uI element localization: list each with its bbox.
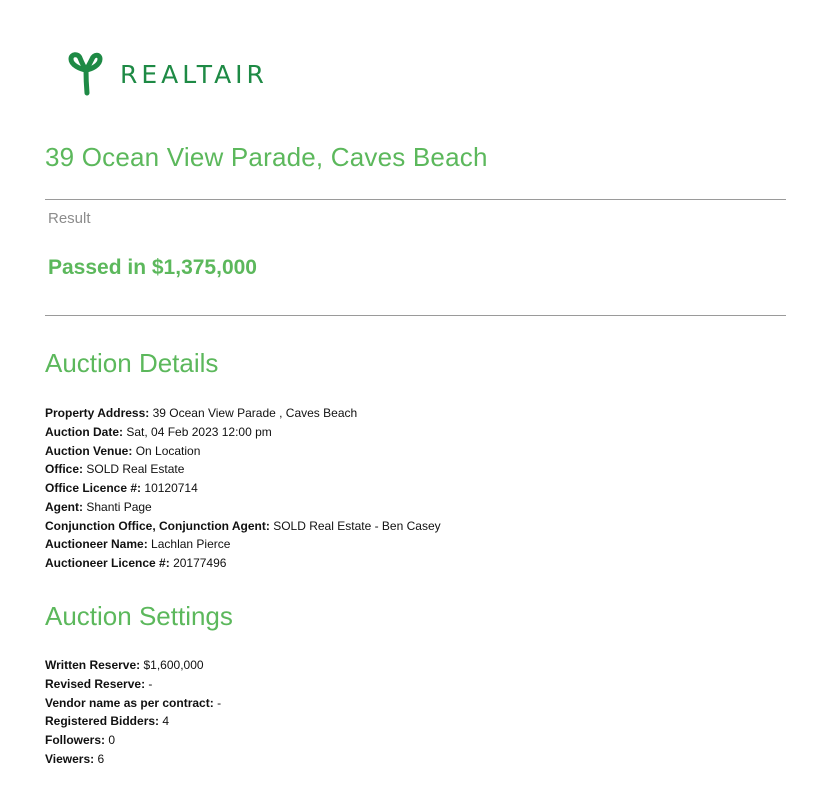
setting-value: - <box>148 676 153 691</box>
setting-row-vendor-name <box>45 694 221 713</box>
setting-label: Revised Reserve: <box>45 676 146 691</box>
property-title: 39 Ocean View Parade, Caves Beach <box>45 142 488 172</box>
setting-value: $1,600,000 <box>143 658 204 672</box>
divider-bottom <box>45 315 786 316</box>
setting-row-followers <box>45 731 221 750</box>
setting-value: 4 <box>162 714 170 729</box>
detail-label: Auctioneer Licence #: <box>45 556 170 570</box>
detail-row-auction-date <box>45 423 441 442</box>
detail-value: Lachlan Pierce <box>151 537 231 552</box>
realtair-sprout-icon <box>66 50 106 96</box>
detail-value: SOLD Real Estate <box>86 462 185 477</box>
detail-value: SOLD Real Estate - Ben Casey <box>273 518 441 533</box>
detail-row-office <box>45 460 441 479</box>
setting-value: 6 <box>97 751 105 766</box>
detail-row-office-licence <box>45 479 441 498</box>
detail-value: On Location <box>135 443 201 458</box>
setting-value: 0 <box>108 733 116 747</box>
setting-value: - <box>217 695 222 710</box>
detail-row-property-address <box>45 404 441 423</box>
detail-label: Agent: <box>45 499 83 514</box>
detail-label: Conjunction Office, Conjunction Agent: <box>45 518 270 533</box>
detail-label: Office Licence #: <box>45 481 142 495</box>
detail-row-auction-venue <box>45 442 441 461</box>
setting-label: Vendor name as per contract: <box>45 695 214 710</box>
result-label: Result <box>48 210 91 227</box>
setting-row-registered-bidders <box>45 712 221 731</box>
detail-row-auctioneer-name <box>45 535 441 554</box>
setting-label: Viewers: <box>45 751 95 766</box>
detail-label: Office: <box>45 462 84 477</box>
setting-label: Registered Bidders: <box>45 714 160 729</box>
detail-value: 39 Ocean View Parade , Caves Beach <box>152 406 358 420</box>
auction-details-list <box>45 404 441 573</box>
detail-row-auctioneer-licence <box>45 554 441 573</box>
detail-row-agent <box>45 498 441 517</box>
detail-value: 20177496 <box>173 556 227 570</box>
setting-label: Followers: <box>45 733 106 747</box>
auction-settings-list <box>45 656 221 769</box>
detail-label: Auction Venue: <box>45 443 133 458</box>
detail-label: Property Address: <box>45 406 150 420</box>
setting-row-written-reserve <box>45 656 221 675</box>
setting-row-viewers <box>45 750 221 769</box>
detail-row-conjunction <box>45 517 441 536</box>
divider-top <box>45 199 786 200</box>
brand-logo <box>66 50 268 96</box>
auction-details-heading: Auction Details <box>45 348 219 378</box>
detail-value: Shanti Page <box>86 499 152 514</box>
detail-label: Auctioneer Name: <box>45 537 148 552</box>
detail-value: Sat, 04 Feb 2023 12:00 pm <box>126 424 272 439</box>
result-value: Passed in $1,375,000 <box>48 256 257 279</box>
detail-value: 10120714 <box>144 481 198 495</box>
brand-name: REALTAIR <box>120 59 268 89</box>
setting-label: Written Reserve: <box>45 658 141 672</box>
auction-settings-heading: Auction Settings <box>45 601 233 631</box>
detail-label: Auction Date: <box>45 424 123 439</box>
setting-row-revised-reserve <box>45 675 221 694</box>
